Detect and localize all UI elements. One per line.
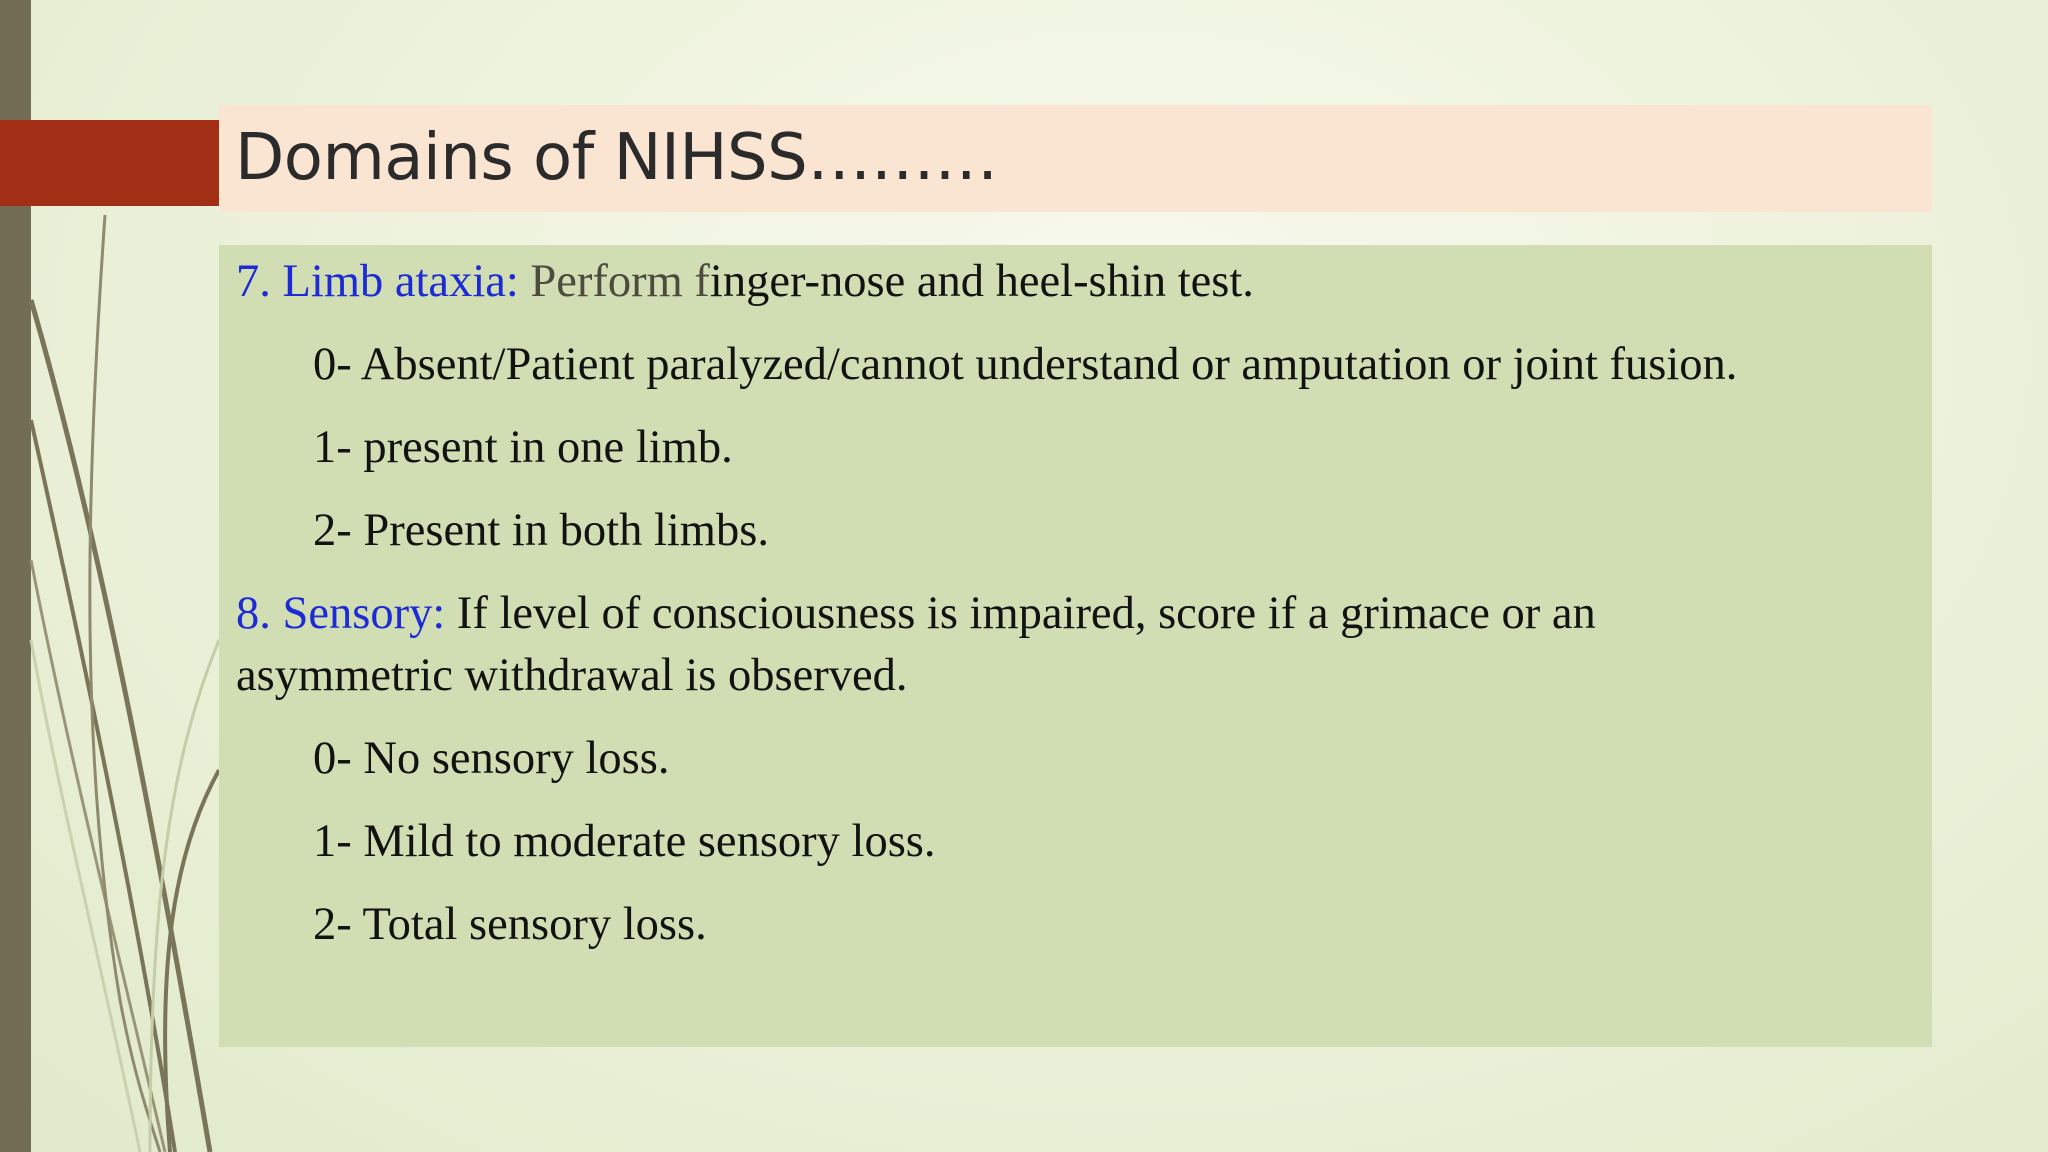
score-option: 1- Mild to moderate sensory loss. (313, 816, 936, 867)
content-list (236, 251, 1926, 977)
slide-title: Domains of NIHSS……… (235, 121, 998, 195)
score-option: 2- Total sensory loss. (313, 899, 707, 950)
title-accent-block (0, 120, 219, 206)
item-heading-line (236, 251, 1926, 313)
item-heading-line (236, 583, 1786, 707)
item-heading: 7. Limb ataxia: (236, 256, 519, 307)
item-heading: 8. Sensory: (236, 588, 446, 639)
score-option: 0- Absent/Patient paralyzed/cannot understand or amputation or joint fusion. (313, 339, 1738, 390)
score-option: 0- No sensory loss. (313, 733, 670, 784)
score-option: 2- Present in both limbs. (313, 505, 769, 556)
item-text: inger-nose and heel-shin test. (709, 256, 1254, 307)
item-text-gray: Perform f (518, 256, 710, 307)
item-text: If level of consciousness is impaired, score if a grimace or an asymmetric withdrawal is observed. (236, 588, 1596, 701)
score-option: 1- present in one limb. (313, 422, 733, 473)
